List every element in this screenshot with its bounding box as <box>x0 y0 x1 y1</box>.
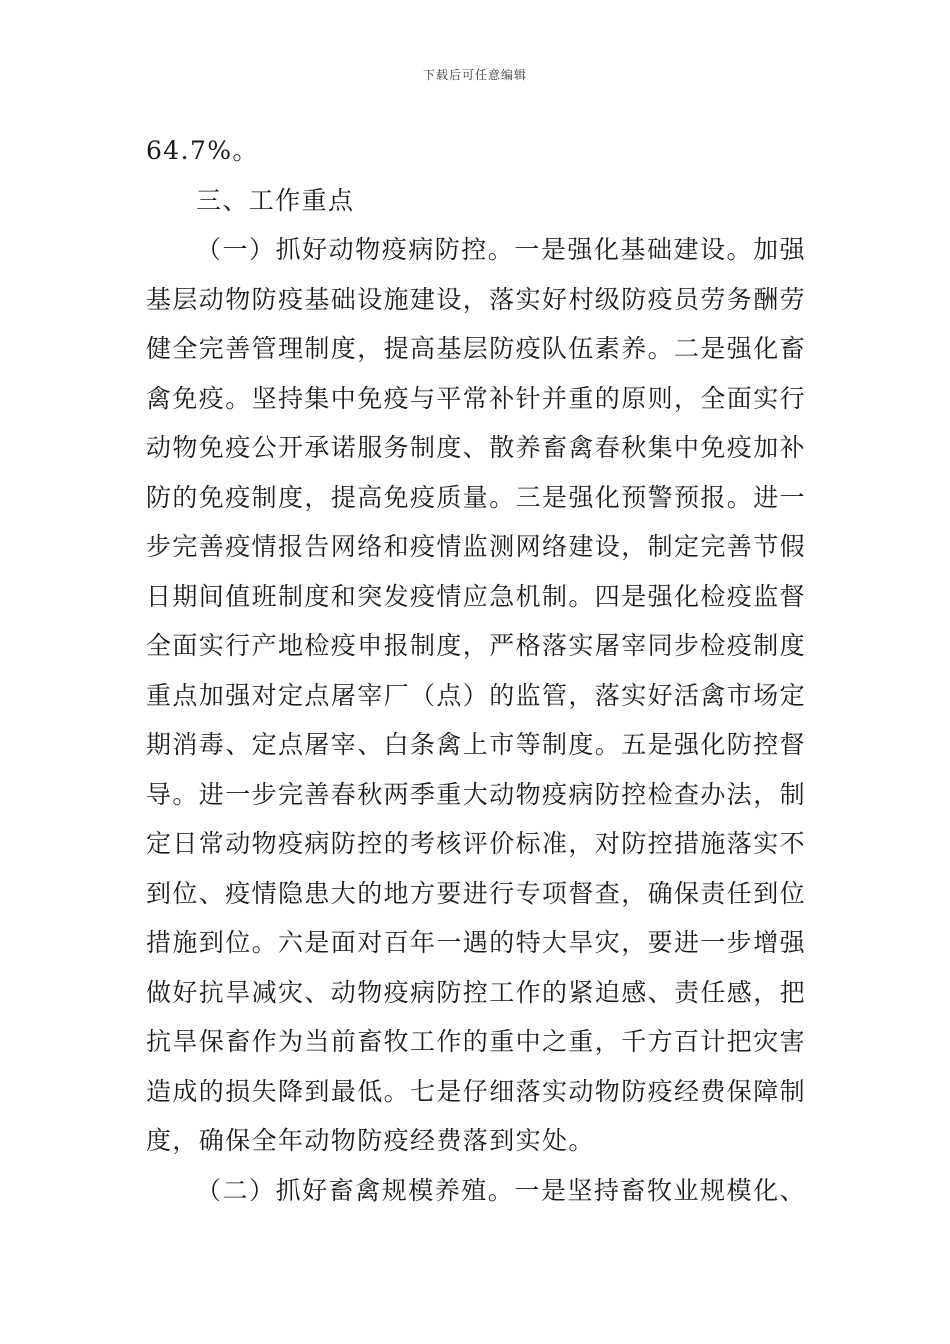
text-line: 步完善疫情报告网络和疫情监测网络建设，制定完善节假 <box>146 532 807 561</box>
text-line: 造成的损失降到最低。七是仔细落实动物防疫经费保障制 <box>146 1076 807 1106</box>
document-body <box>146 126 806 1215</box>
text-line: 动物免疫公开承诺服务制度、散养畜禽春秋集中免疫加补 <box>146 433 807 462</box>
text-line: 重点加强对定点屠宰厂（点）的监管，落实好活禽市场定 <box>146 680 807 710</box>
text-line: 措施到位。六是面对百年一遇的特大旱灾，要进一步增强 <box>146 928 807 957</box>
text-line: 64.7%。 <box>146 136 259 165</box>
paragraph-end: 度，确保全年动物防疫经费落到实处。 <box>146 1126 595 1155</box>
paragraph-start: （一）抓好动物疫病防控。一是强化基础建设。加强 <box>196 235 806 264</box>
text-line: 日期间值班制度和突发疫情应急机制。四是强化检疫监督 <box>146 581 807 611</box>
text-line: 到位、疫情隐患大的地方要进行专项督查，确保责任到位 <box>146 878 807 908</box>
text-line: 做好抗旱减灾、动物疫病防控工作的紧迫感、责任感，把 <box>146 977 807 1007</box>
text-line: 防的免疫制度，提高免疫质量。三是强化预警预报。进一 <box>146 482 807 512</box>
page-header-note: 下载后可任意编辑 <box>422 68 527 82</box>
text-line: 期消毒、定点屠宰、白条禽上市等制度。五是强化防控督 <box>146 730 807 759</box>
text-line: 禽免疫。坚持集中免疫与平常补针并重的原则，全面实行 <box>146 383 807 413</box>
paragraph-start: （二）抓好畜禽规模养殖。一是坚持畜牧业规模化、 <box>196 1175 806 1205</box>
text-line: 抗旱保畜作为当前畜牧工作的重中之重，千方百计把灾害 <box>146 1027 807 1056</box>
section-heading: 三、工作重点 <box>196 185 355 215</box>
text-line: 定日常动物疫病防控的考核评价标准，对防控措施落实不 <box>146 829 807 858</box>
text-line: 全面实行产地检疫申报制度，严格落实屠宰同步检疫制度 <box>146 631 807 660</box>
text-line: 健全完善管理制度，提高基层防疫队伍素养。二是强化畜 <box>146 334 807 363</box>
text-line: 基层动物防疫基础设施建设，落实好村级防疫员劳务酬劳 <box>146 284 807 314</box>
text-line: 导。进一步完善春秋两季重大动物疫病防控检查办法，制 <box>146 779 807 809</box>
